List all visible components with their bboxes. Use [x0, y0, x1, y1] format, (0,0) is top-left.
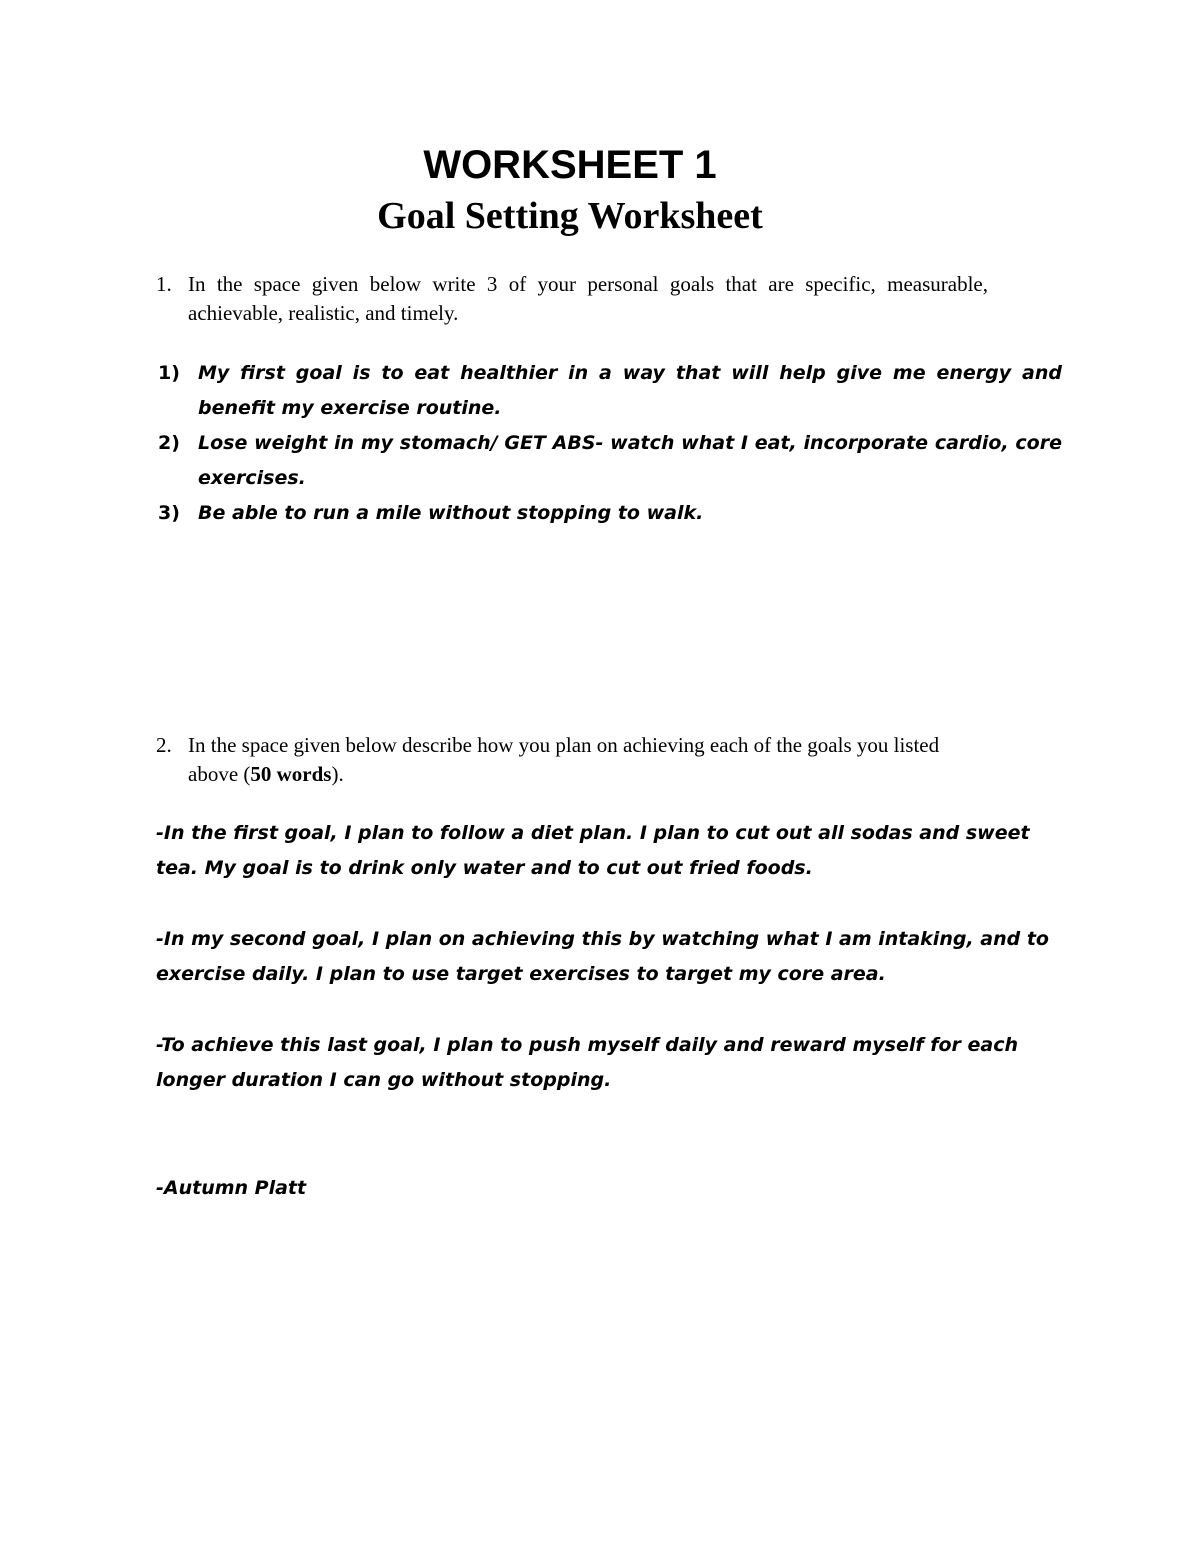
question-1-number: 1.: [156, 272, 172, 296]
question-1: [156, 270, 988, 328]
page-subtitle: Goal Setting Worksheet: [377, 195, 763, 237]
plan-paragraph-3: -To achieve this last goal, I plan to push myself daily and reward myself for each longer duration I can go without stopping.: [156, 1034, 1019, 1091]
question-1-text: In the space given below write 3 of your personal goals that are specific, measurable, achievable, realistic, and timely.: [188, 272, 988, 325]
goal-text: Be able to run a mile without stopping to walk.: [198, 502, 704, 524]
goal-text: My first goal is to eat healthier in a way that will help give me energy and benefit my exercise routine.: [198, 362, 1062, 419]
question-2-text: [188, 731, 988, 789]
goals-list: [158, 356, 1062, 531]
plan-paragraph-2: -In my second goal, I plan on achieving this by watching what I am intaking, and to exercise daily. I plan to use target exercises to target my core area.: [156, 928, 1049, 985]
question-2-word-count: 50 words: [250, 762, 332, 786]
goal-text: Lose weight in my stomach/ GET ABS- watch what I eat, incorporate cardio, core exercises.: [198, 432, 1062, 489]
question-2-text-before: In the space given below describe how you plan on achieving each of the goals you listed above (: [188, 733, 940, 786]
goal-number: 2): [158, 432, 180, 454]
page-title: WORKSHEET 1: [423, 143, 717, 187]
goal-item: [158, 496, 1062, 531]
goal-number: 1): [158, 362, 180, 384]
question-2: [156, 731, 988, 789]
plan-paragraph-1: -In the first goal, I plan to follow a diet plan. I plan to cut out all sodas and sweet tea. My goal is to drink only water and to cut out fried foods.: [156, 822, 1030, 879]
question-2-number: 2.: [156, 733, 172, 757]
goal-number: 3): [158, 502, 180, 524]
goal-item: [158, 426, 1062, 496]
signature: -Autumn Platt: [156, 1177, 307, 1199]
goal-item: [158, 356, 1062, 426]
question-2-text-after: ).: [331, 762, 344, 786]
